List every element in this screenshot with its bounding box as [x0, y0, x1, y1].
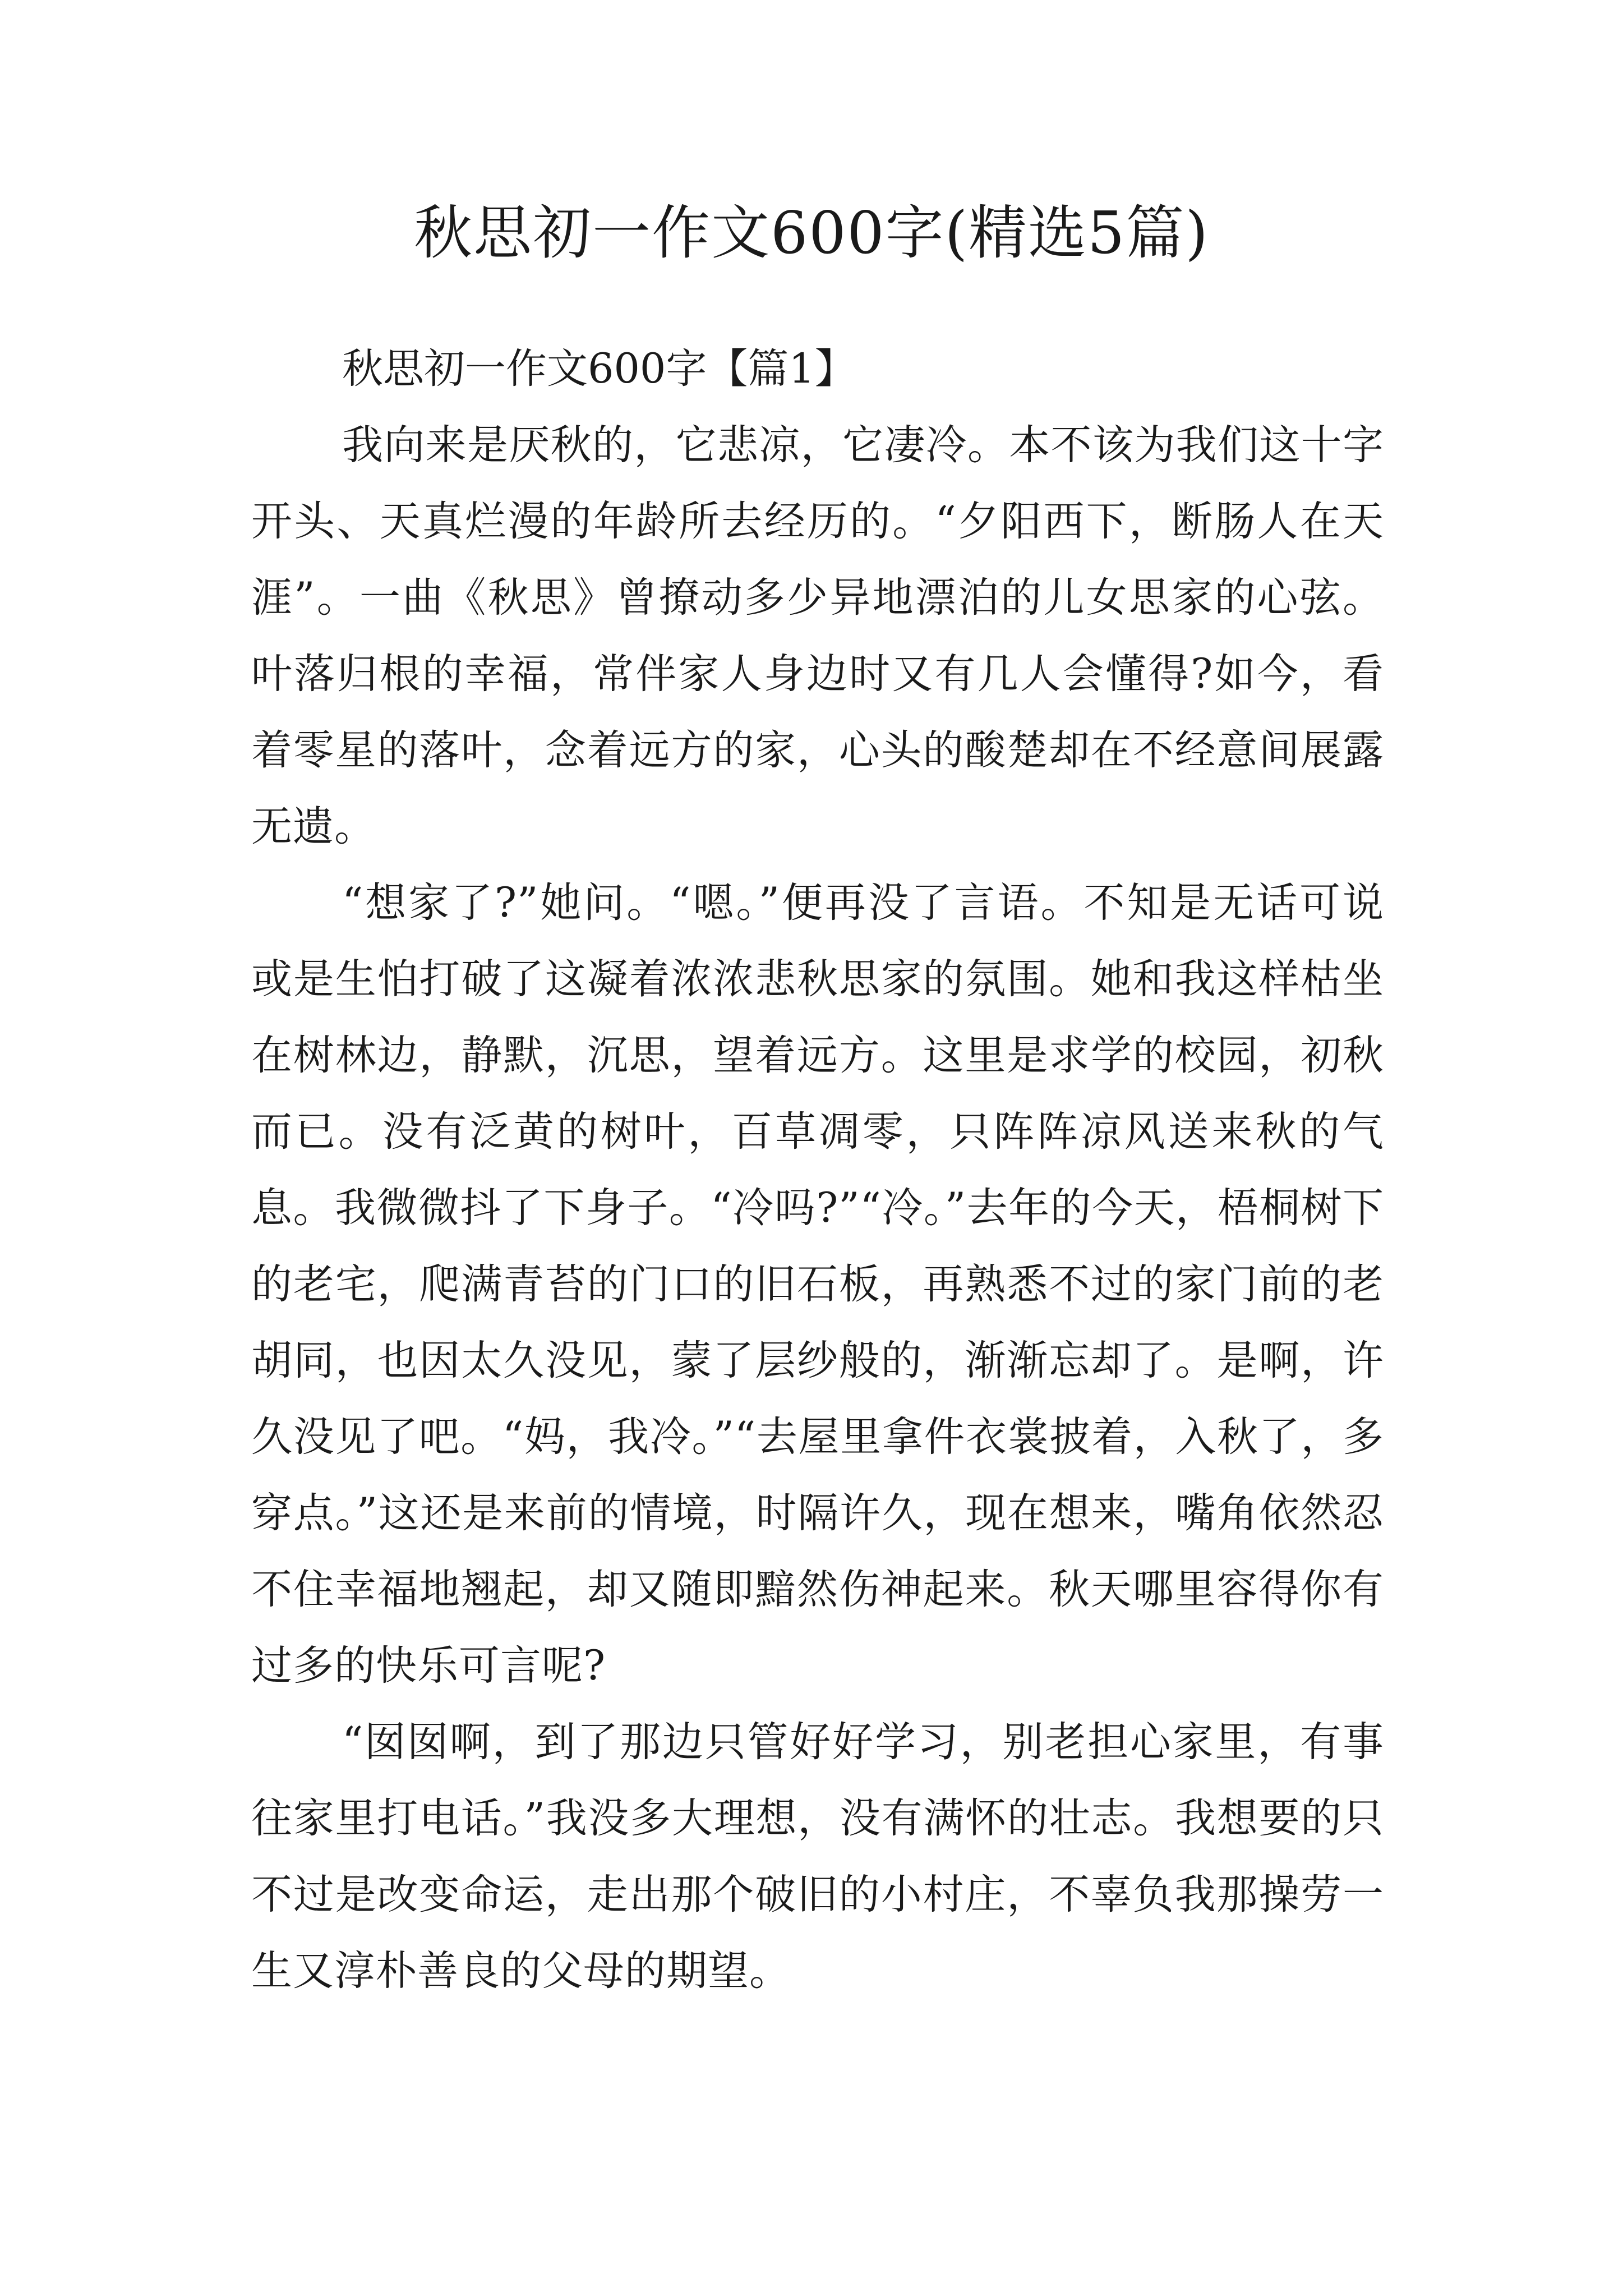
document-title: 秋思初一作文600字(精选5篇) — [414, 199, 1209, 267]
paragraph-2: “想家了?”她问。“嗯。”便再没了言语。不知是无话可说或是生怕打破了这凝着浓浓悲秋思家的氛围。她和我这样枯坐在树林边，静默，沉思，望着远方。这里是求学的校园，初秋而已。没有泛黄的树叶，百草凋零，只阵阵凉风送来秋的气息。我微微抖了下身子。“冷吗?”“冷。”去年的今天，梧桐树下的老宅，爬满青苔的门口的旧石板，再熟悉不过的家门前的老胡同，也因太久没见，蒙了层纱般的，渐渐忘却了。是啊，许久没见了吧。“妈，我冷。”“去屋里拿件衣裳披着，入秋了，多穿点。”这还是来前的情境，时隔许久，现在想来，嘴角依然忍不住幸福地翘起，却又随即黯然伤神起来。秋天哪里容得你有过多的快乐可言呢? — [251, 879, 1384, 1690]
document-body — [251, 331, 1384, 2009]
section-heading: 秋思初一作文600字【篇1】 — [342, 345, 856, 393]
paragraph-1: 我向来是厌秋的，它悲凉，它凄冷。本不该为我们这十字开头、天真烂漫的年龄所去经历的。“夕阳西下，断肠人在天涯”。一曲《秋思》曾撩动多少异地漂泊的儿女思家的心弦。叶落归根的幸福，常伴家人身边时又有几人会懂得?如今，看着零星的落叶，念着远方的家，心头的酸楚却在不经意间展露无遗。 — [251, 421, 1384, 850]
paragraph-3: “囡囡啊，到了那边只管好好学习，别老担心家里，有事往家里打电话。”我没多大理想，没有满怀的壮志。我想要的只不过是改变命运，走出那个破旧的小村庄，不辜负我那操劳一生又淳朴善良的父母的期望。 — [251, 1718, 1384, 1995]
